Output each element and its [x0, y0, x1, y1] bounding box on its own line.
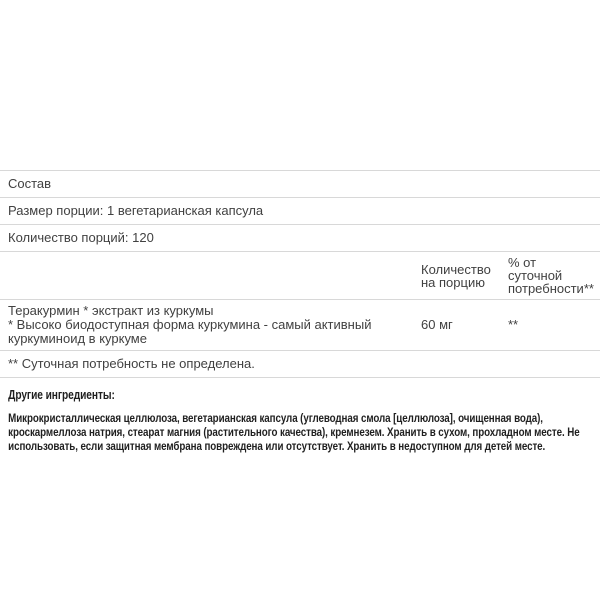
composition-title-row	[0, 171, 600, 198]
serving-size-row	[0, 198, 600, 225]
servings-per-container-row	[0, 225, 600, 252]
other-ingredients-heading: Другие ингредиенты:	[8, 388, 115, 402]
header-amount-per-serving: Количество на порцию	[415, 252, 502, 300]
other-ingredients-text: Микрокристаллическая целлюлоза, вегетарианская капсула (углеводная смола [целлюлоза], очищенная вода), кроскармеллоза натрия, стеарат магния (растительного качества), кремнезем. Хранить в сухом, прохладном месте. Не использовать, если защитная мембрана повреждена или отсутствует. Хранить в недоступном для детей месте.	[8, 411, 580, 453]
header-daily-value: % от суточной потребности**	[502, 252, 600, 300]
header-spacer	[0, 252, 415, 300]
ingredient-row	[0, 300, 600, 351]
ingredient-name: Теракурмин * экстракт из куркумы	[8, 303, 214, 318]
composition-title: Состав	[0, 171, 600, 198]
other-ingredients-section	[0, 388, 599, 453]
serving-size-text: Размер порции: 1 вегетарианская капсула	[0, 198, 600, 225]
ingredient-name-cell	[0, 300, 415, 351]
servings-per-container-text: Количество порций: 120	[0, 225, 600, 252]
table-header-row	[0, 252, 600, 300]
daily-value-footnote: ** Суточная потребность не определена.	[0, 351, 600, 378]
ingredient-note: * Высоко биодоступная форма куркумина - самый активный куркуминоид в куркуме	[8, 317, 372, 346]
ingredient-amount: 60 мг	[415, 300, 502, 351]
ingredient-daily-value: **	[502, 300, 600, 351]
supplement-facts-table	[0, 170, 600, 378]
footnote-row	[0, 351, 600, 378]
